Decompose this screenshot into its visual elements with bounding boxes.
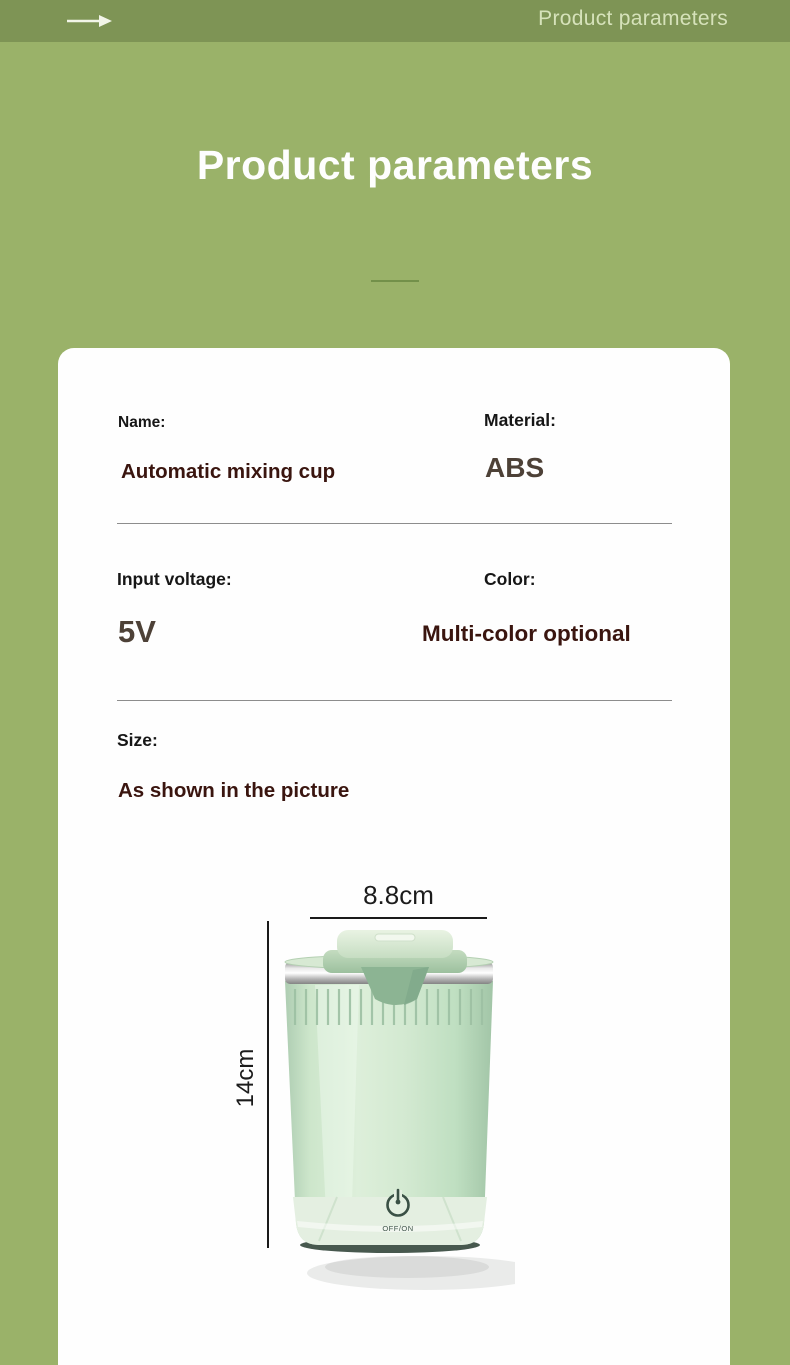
input-voltage-label: Input voltage:: [117, 569, 232, 589]
top-bar-title: Product parameters: [538, 7, 728, 30]
material-label: Material:: [484, 410, 556, 430]
color-label: Color:: [484, 569, 536, 589]
spec-card: [58, 348, 730, 1365]
height-dimension-label: 14cm: [232, 1048, 259, 1108]
size-label: Size:: [117, 730, 158, 750]
cup-bottom-band: [293, 1197, 487, 1245]
mixing-cup-image: [275, 925, 515, 1315]
color-value: Multi-color optional: [422, 621, 631, 646]
height-dimension-line: [267, 921, 269, 1248]
divider-line-2: [117, 700, 672, 701]
title-divider: [371, 280, 419, 282]
width-dimension-label: 8.8cm: [363, 880, 434, 910]
material-value: ABS: [485, 452, 545, 483]
top-bar: [0, 0, 790, 42]
power-button-label: OFF/ON: [382, 1224, 414, 1233]
lid-handle-groove: [375, 934, 415, 941]
input-voltage-value: 5V: [118, 614, 156, 649]
width-dimension-line: [310, 917, 487, 919]
size-value: As shown in the picture: [118, 779, 350, 802]
name-value: Automatic mixing cup: [121, 460, 336, 483]
product-figure: [220, 878, 570, 1328]
cup-shadow: [307, 1256, 515, 1290]
page-title: Product parameters: [196, 142, 594, 188]
divider-line-1: [117, 523, 672, 524]
name-label: Name:: [118, 414, 166, 431]
next-arrow-icon[interactable]: [66, 13, 114, 29]
